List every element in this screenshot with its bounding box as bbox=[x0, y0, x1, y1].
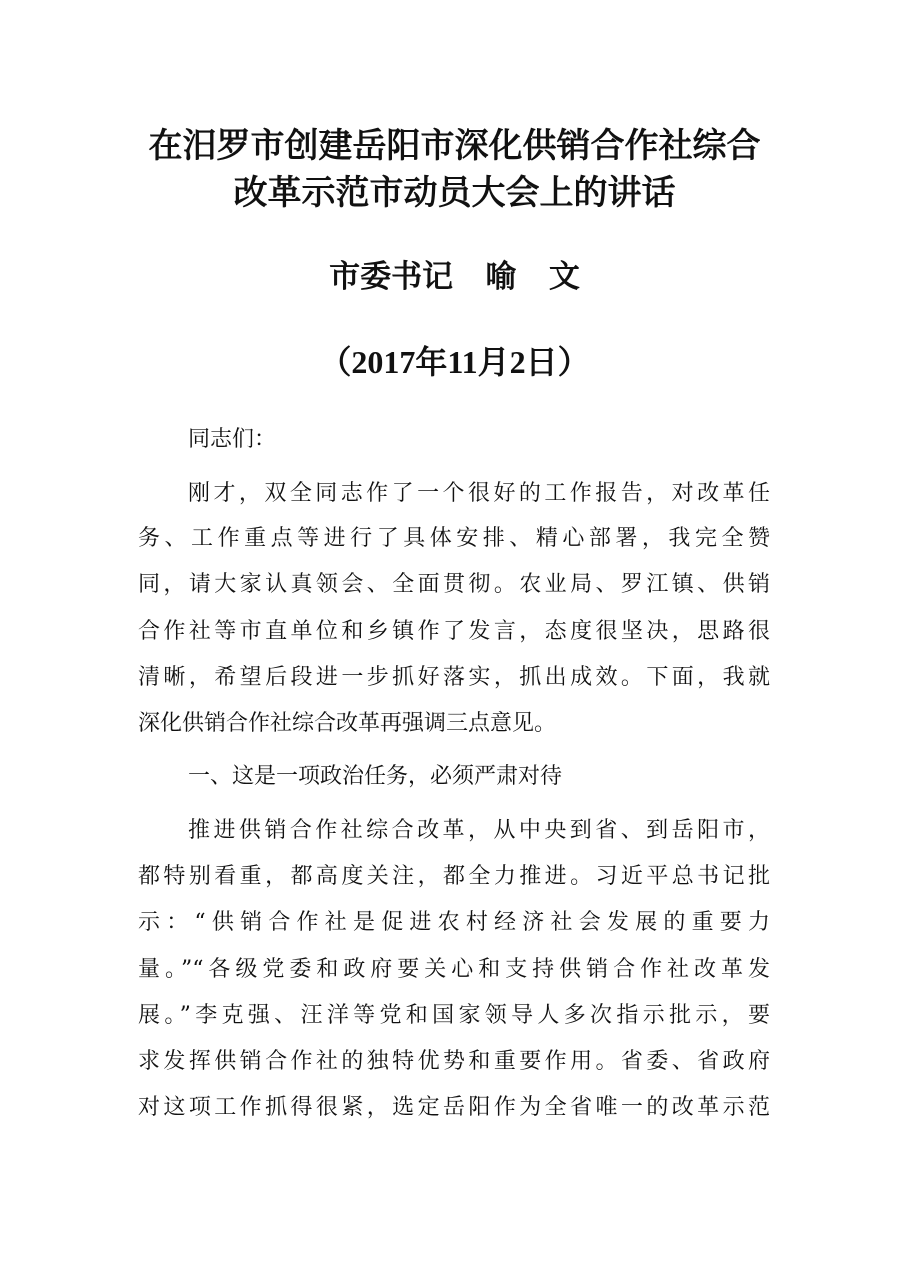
paragraph-2-line-5: 展。”李克强、汪洋等党和国家领导人多次指示批示，要 bbox=[138, 1003, 770, 1028]
document-title-line-1: 在汨罗市创建岳阳市深化供销合作社综合 bbox=[148, 126, 761, 166]
document-date: （2017年11月2日） bbox=[319, 344, 590, 380]
paragraph-1-line-6: 深化供销合作社综合改革再强调三点意见。 bbox=[138, 711, 557, 736]
paragraph-2-line-3: 示：“供销合作社是促进农村经济社会发展的重要力 bbox=[138, 910, 770, 935]
document-title-line-2: 改革示范市动员大会上的讲话 bbox=[233, 173, 676, 213]
paragraph-2-line-1: 推进供销合作社综合改革，从中央到省、到岳阳市， bbox=[188, 818, 770, 843]
paragraph-1-line-4: 合作社等市直单位和乡镇作了发言，态度很坚决，思路很 bbox=[138, 619, 770, 644]
paragraph-1-line-1: 刚才，双全同志作了一个很好的工作报告，对改革任 bbox=[188, 481, 770, 506]
paragraph-2-line-2: 都特别看重，都高度关注，都全力推进。习近平总书记批 bbox=[138, 864, 770, 889]
paragraph-2-line-7: 对这项工作抓得很紧，选定岳阳作为全省唯一的改革示范 bbox=[138, 1095, 770, 1120]
paragraph-1-line-3: 同，请大家认真领会、全面贯彻。农业局、罗江镇、供销 bbox=[138, 572, 770, 597]
section-heading-1: 一、这是一项政治任务，必须严肃对待 bbox=[188, 764, 563, 789]
paragraph-1-line-2: 务、工作重点等进行了具体安排、精心部署，我完全赞 bbox=[138, 526, 770, 551]
paragraph-1-line-5: 清晰，希望后段进一步抓好落实，抓出成效。下面，我就 bbox=[138, 665, 770, 690]
salutation: 同志们： bbox=[188, 427, 277, 452]
document-author: 市委书记 喻 文 bbox=[329, 259, 580, 295]
paragraph-2-line-4: 量。”“各级党委和政府要关心和支持供销合作社改革发 bbox=[138, 957, 770, 982]
paragraph-2-line-6: 求发挥供销合作社的独特优势和重要作用。省委、省政府 bbox=[138, 1049, 770, 1074]
